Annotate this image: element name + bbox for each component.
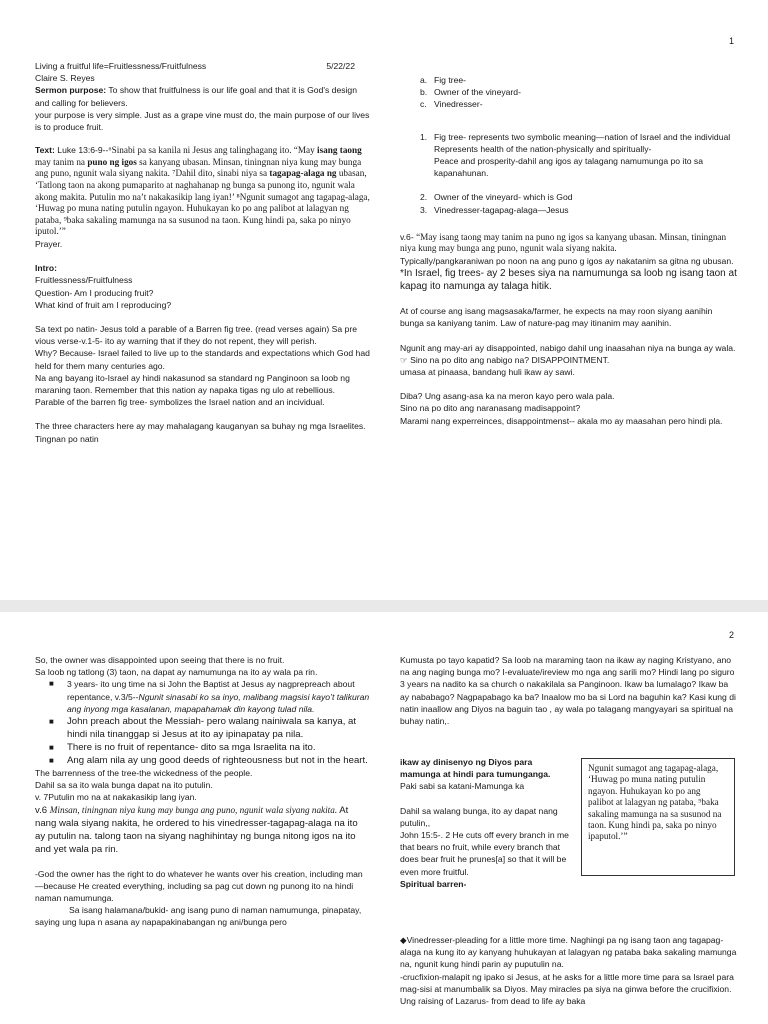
header-row xyxy=(35,60,370,72)
right-column xyxy=(400,74,738,427)
barren-line: The barrenness of the tree-the wickedness of the people. xyxy=(35,768,253,779)
character-item: a. Fig tree- xyxy=(420,75,466,85)
sermon-title: Living a fruitful life=Fruitlessness/Fruitfulness xyxy=(35,61,207,71)
crucifixion-note: -crucfixion-malapit ng ipako si Jesus, at he asks for a little more time para sa Israel para mag-sisi at manumbalik sa Diyos. May miracles pa siya na ginwa before the crucifixion. Ung raising of Lazarus- from dead to life ay baka xyxy=(400,971,734,1007)
barren-line: v. 7Putulin mo na at nakakasikip lang iyan. xyxy=(35,792,197,803)
point-item: 2. Owner of the vineyard- which is God xyxy=(420,192,573,203)
disappointment-note: ☞ Sino na po dito ang nabigo na? DISAPPOINTMENT. xyxy=(400,354,610,365)
intro-line: So, the owner was disappointed upon seeing that there is no fruit. xyxy=(35,655,285,665)
intro-line: Question- Am I producing fruit? xyxy=(35,287,154,298)
dahil-note: Dahil sa walang bunga, ito ay dapat nang putulin,, xyxy=(400,805,558,828)
sermon-purpose: Sermon purpose: To show that fruitfulness is our life goal and that it is God's design and calling for believers. xyxy=(35,85,357,108)
barren-line: Dahil sa sa ito wala bunga dapat na ito putulin. xyxy=(35,780,213,791)
intro-line: Fruitlessness/Fruitfulness xyxy=(35,275,133,286)
para-line: Sa text po natin- Jesus told a parable of a Barren fig tree. (read verses again) Sa pre xyxy=(35,323,357,334)
left-column xyxy=(35,654,370,929)
spiritual-barren: Spiritual barren- xyxy=(400,878,467,889)
diba-line: Marami nang experreinces, disappointmenst-- akala mo ay maasahan pero hindi pla. xyxy=(400,415,723,426)
right-bottom xyxy=(400,934,738,1007)
farmer-note: At of course ang isang magsasaka/farmer, he expects na may roon siyang aanihin bunga sa kaniyang tanim. Law of nature-pag may itinanim may aanihin. xyxy=(400,306,713,329)
point-detail: Represents health of the nation-physically and spiritually- xyxy=(434,143,652,154)
scripture-text: Text: Luke 13:6-9--⁶Sinabi pa sa kanila ni Jesus ang talinghagang ito. “May isang taong may tanim na puno ng igos sa kanyang ubasan. Minsan, tiningnan niya kung may bunga ang puno, ngunit wala siyang nakita. ⁷Dahil dito, sinabi niya sa tagapag-alaga ng ubasan, ‘Tatlong taon na akong pumaparito at naghahanap ng bunga sa punong ito, ngunit wala akong makita. Putulin mo na’t nakakasikip lang iyan!’ ⁸Ngunit sumagot ang tagapag-alaga, ‘Huwag po muna nating putulin ngayon. Huhukayan ko po ang palibot at lalagyan ng pataba, ⁹baka sakaling mamunga na sa susunod na taon. Kung hindi pa, saka po ninyo iputol.’” xyxy=(35,145,370,237)
purpose-note: your purpose is very simple. Just as a grape vine must do, the main purpose of our lives is to produce fruit. xyxy=(35,109,370,133)
bullet-item: ■ There is no fruit of repentance- dito sa mga Israelita na ito. xyxy=(49,742,316,754)
para-line: Why? Because- Israel failed to live up to the standards and expectations which God had held for them many centuries ago. xyxy=(35,348,370,371)
vinedresser-note: ◆Vinedresser-pleading for a little more time. Naghingi pa ng isang taon ang tagapag-alaga na kung ito ay kanyang huhukayan at lalagyan ng pataba baka sakaling mamunga na, ngunit kung hindi parin ay puputulin na. xyxy=(400,935,737,970)
bullet-item: ■ 3 years- ito ung time na si John the Baptist at Jesus ay nagprepreach about repentance, v.3/5--Ngunit sinasabi ko sa inyo, malibang magsisi kayo’t talikuran ang inyong mga kasalanan, mapapahamak din kayong tulad nila. xyxy=(49,679,370,714)
intro-line: Sa loob ng tatlong (3) taon, na dapat ay namumunga na ito ay wala pa rin. xyxy=(35,667,318,678)
right-sub-column xyxy=(400,756,572,890)
character-item: c. Vinedresser- xyxy=(420,99,483,110)
characters-intro: The three characters here ay may mahalagang kauganyan sa buhay ng mga Israelites. Tingnan po natin xyxy=(35,421,366,444)
reflection-para: Kumusta po tayo kapatid? Sa loob na maraming taon na ikaw ay naging Kristyano, ano na ang naging bunga mo? I-evaluate/ireview mo nga ang sarili mo? Hindi lang po siguro 3 years na nadito ka sa church o nakakilala sa Panginoon. Ikaw ba lumalago? Ikaw ba ay nababago? Nagpapabago ka ba? Inaalow mo ba si Lord na baguhin ka? Kasi kung di natin inaallow ang Diyos na baguin tao , ay wala po talagang mangyayari sa spiritual na buhay natin,. xyxy=(400,655,736,727)
god-note: -God the owner has the right to do whatever he wants over his creation, including man—because He created everything, including sa pag cut down ng punong ito na hindi naman namumunga. xyxy=(35,868,363,904)
bullet-item: ■ Ang alam nila ay ung good deeds of righteousness but not in the heart. xyxy=(49,755,368,767)
para-line: Na ang bayang ito-Israel ay hindi nakasunod sa standard ng Panginoon sa loob ng maraning taon. Remember that this nation ay napaka tigas ng ulo at rebellious. xyxy=(35,372,350,395)
halaman-note: Sa isang halamana/bukid- ang isang puno di naman namumunga, pinapatay, saying ung lupa n asana ay napapakinabangan ng ani/bunga pero xyxy=(35,905,362,928)
page-gap xyxy=(0,600,768,612)
hope-note: umasa at pinaasa, bandang huli ikaw ay sawi. xyxy=(400,367,575,378)
paki-note: Paki sabi sa katani-Mamunga ka xyxy=(400,781,525,792)
verse-6: v.6- “May isang taong may tanim na puno ng igos sa kanyang ubasan. Minsan, tiningnan niya kung may bunga ang puno, ngunit wala siyang nakita. xyxy=(400,231,727,254)
sermon-date: 5/22/22 xyxy=(326,61,355,71)
page-2 xyxy=(0,612,768,1024)
owner-note: Ngunit ang may-ari ay disappointed, nabigo dahil ung inaasahan niya na bunga ay wala. xyxy=(400,342,736,353)
diba-line: Diba? Ung asang-asa ka na meron kayo pero wala pala. xyxy=(400,391,615,402)
diba-line: Sino na po dito ang naranasang madisappoint? xyxy=(400,403,581,414)
verse-box: Ngunit sumagot ang tagapag-alaga, ‘Huwag po muna nating putulin ngayon. Huhukayan ko po ang palibot at lalagyan ng pataba, ⁹baka sakaling mamunga na sa susunod na taon. Kung hindi pa, saka po ninyo ipaputol.’” xyxy=(581,758,735,876)
point-item: 1. Fig tree- represents two symbolic meaning—nation of Israel and the individual xyxy=(420,131,731,142)
left-column xyxy=(35,60,370,445)
page-number: 2 xyxy=(728,630,734,640)
verse-6-note: v.6 Minsan, tiningnan niya kung may bunga ang puno, ngunit wala siyang nakita. At nang wala siyang nakita, he ordered to his vinedresser-tagapag-alaga na ito ay putulin na. talong taon na siyang naghihintay ng bunga nitong igos na ito and yet wala pa rin. xyxy=(35,804,358,855)
bullet-item: ■ John preach about the Messiah- pero walang nainiwala sa kanya, at hindi nila tinanggap si Jesus at ito ay ipinapatay pa nila. xyxy=(49,716,357,741)
author: Claire S. Reyes xyxy=(35,73,95,84)
intro-line: What kind of fruit am I reproducing? xyxy=(35,299,172,310)
character-item: b. Owner of the vineyard- xyxy=(420,87,521,98)
intro-heading: Intro: xyxy=(35,263,57,274)
point-item: 3. Vinedresser-tagapag-alaga—Jesus xyxy=(420,204,569,215)
john-verse: John 15:5-. 2 He cuts off every branch in me that bears no fruit, while every branch that does bear fruit he prunes[a] so that it will be even more fruitful. xyxy=(400,830,569,877)
page-number: 1 xyxy=(728,36,734,46)
typical-note: Typically/pangkaraniwan po noon na ang puno g igos ay nakatanim sa gitna ng ubusan. *In Israel, fig trees- ay 2 beses siya na namumunga sa loob ng isang taon at kapag ito namunga ay talaga hitik. xyxy=(400,256,737,293)
para-line: Parable of the barren fig tree- symbolizes the Israel nation and an incividual. xyxy=(35,397,325,408)
right-column xyxy=(400,654,738,727)
point-detail: Peace and prosperity-dahil ang igos ay talagang namumunga po ito sa kapanahunan. xyxy=(434,156,703,179)
designed-note: ikaw ay dinisenyo ng Diyos para mamunga at hindi para tumunganga. xyxy=(400,757,551,780)
prayer: Prayer. xyxy=(35,238,63,249)
para-line: vious verse-v.1-5- ito ay warning that if they do not repent, they will perish. xyxy=(35,336,317,347)
